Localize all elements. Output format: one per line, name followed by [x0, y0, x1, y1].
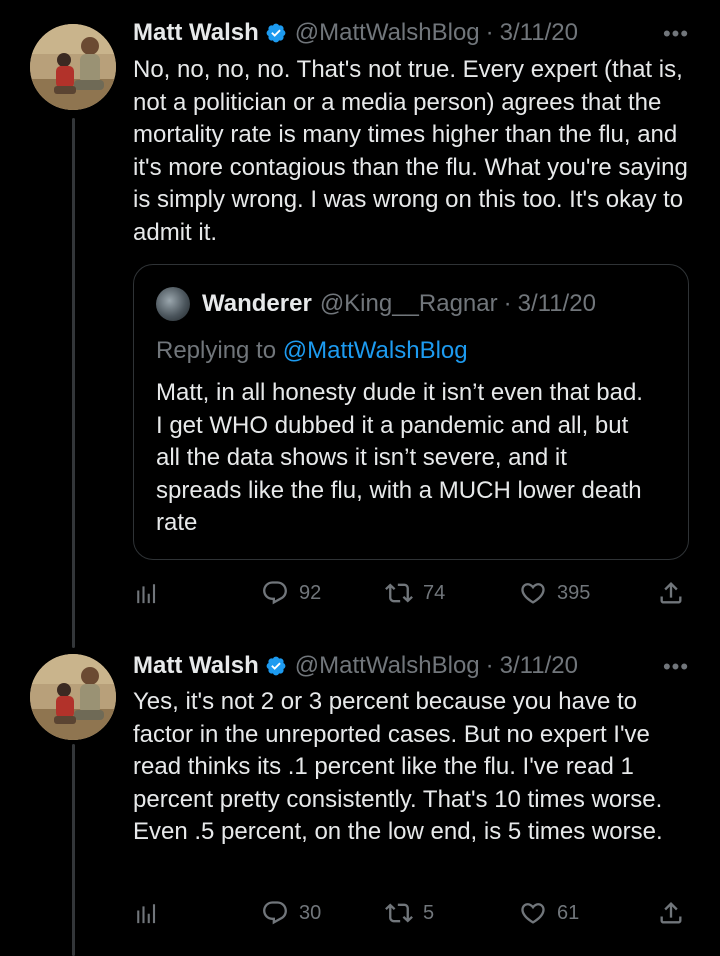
separator: · — [485, 19, 494, 46]
tweet-date[interactable]: 3/11/20 — [499, 19, 578, 46]
verified-badge-icon — [265, 22, 287, 44]
share-button[interactable] — [657, 576, 685, 610]
quoted-tweet[interactable] — [133, 264, 689, 560]
reply-count: 92 — [299, 581, 322, 604]
more-icon[interactable]: ••• — [662, 21, 690, 46]
like-button[interactable] — [519, 576, 590, 610]
retweet-icon — [385, 899, 413, 927]
more-icon[interactable]: ••• — [662, 654, 690, 679]
heart-icon — [519, 899, 547, 927]
thread-line — [72, 744, 75, 956]
quote-author-name: Wanderer — [202, 290, 312, 317]
retweet-count: 74 — [423, 581, 446, 604]
author-name[interactable]: Matt Walsh — [133, 652, 259, 679]
retweet-count: 5 — [423, 901, 435, 924]
replying-to — [156, 337, 468, 365]
like-button[interactable] — [519, 896, 579, 930]
quote-avatar — [156, 287, 190, 321]
like-count: 61 — [557, 901, 580, 924]
avatar[interactable] — [30, 654, 116, 740]
analytics-button[interactable] — [133, 896, 161, 930]
analytics-icon — [133, 579, 161, 607]
quote-author-handle: @King__Ragnar — [319, 290, 498, 317]
verified-badge-icon — [265, 655, 287, 677]
tweet-text: No, no, no, no. That's not true. Every expert (that is, not a politician or a media person) agrees that the mortality rate is many times higher than the flu, and it's more contagious than the flu. What you're saying is simply wrong. I was wrong on this too. It's okay to admit it. — [133, 56, 688, 246]
retweet-icon — [385, 579, 413, 607]
tweet-header — [133, 649, 578, 683]
avatar[interactable] — [30, 24, 116, 110]
separator: · — [485, 652, 494, 679]
analytics-icon — [133, 899, 161, 927]
tweet-actions — [133, 576, 693, 610]
tweet-header — [133, 16, 578, 50]
quote-text: Matt, in all honesty dude it isn’t even that bad. I get WHO dubbed it a pandemic and all, but all the data shows it isn’t severe, and it spreads like the flu, with a MUCH lower death rate — [156, 379, 643, 537]
reply-icon — [261, 899, 289, 927]
reply-button[interactable] — [261, 896, 321, 930]
tweet-date[interactable]: 3/11/20 — [499, 652, 578, 679]
share-button[interactable] — [657, 896, 685, 930]
mention-link[interactable]: @MattWalshBlog — [282, 337, 468, 364]
reply-count: 30 — [299, 901, 322, 924]
quote-header — [156, 287, 596, 321]
retweet-button[interactable] — [385, 896, 434, 930]
like-count: 395 — [557, 581, 591, 604]
analytics-button[interactable] — [133, 576, 161, 610]
share-icon — [657, 579, 685, 607]
quote-date: 3/11/20 — [517, 290, 596, 317]
heart-icon — [519, 579, 547, 607]
reply-icon — [261, 579, 289, 607]
separator: · — [503, 290, 512, 317]
author-handle[interactable]: @MattWalshBlog — [294, 652, 480, 679]
author-name[interactable]: Matt Walsh — [133, 19, 259, 46]
tweet-actions — [133, 896, 693, 930]
retweet-button[interactable] — [385, 576, 445, 610]
tweet-text: Yes, it's not 2 or 3 percent because you have to factor in the unreported cases. But no expert I've read thinks its .1 percent like the flu. I've read 1 percent pretty consistently. That's 10 times worse. Even .5 percent, on the low end, is 5 times worse. — [133, 688, 663, 846]
thread-line — [72, 118, 75, 648]
share-icon — [657, 899, 685, 927]
replying-prefix: Replying to — [156, 337, 277, 364]
author-handle[interactable]: @MattWalshBlog — [294, 19, 480, 46]
reply-button[interactable] — [261, 576, 321, 610]
